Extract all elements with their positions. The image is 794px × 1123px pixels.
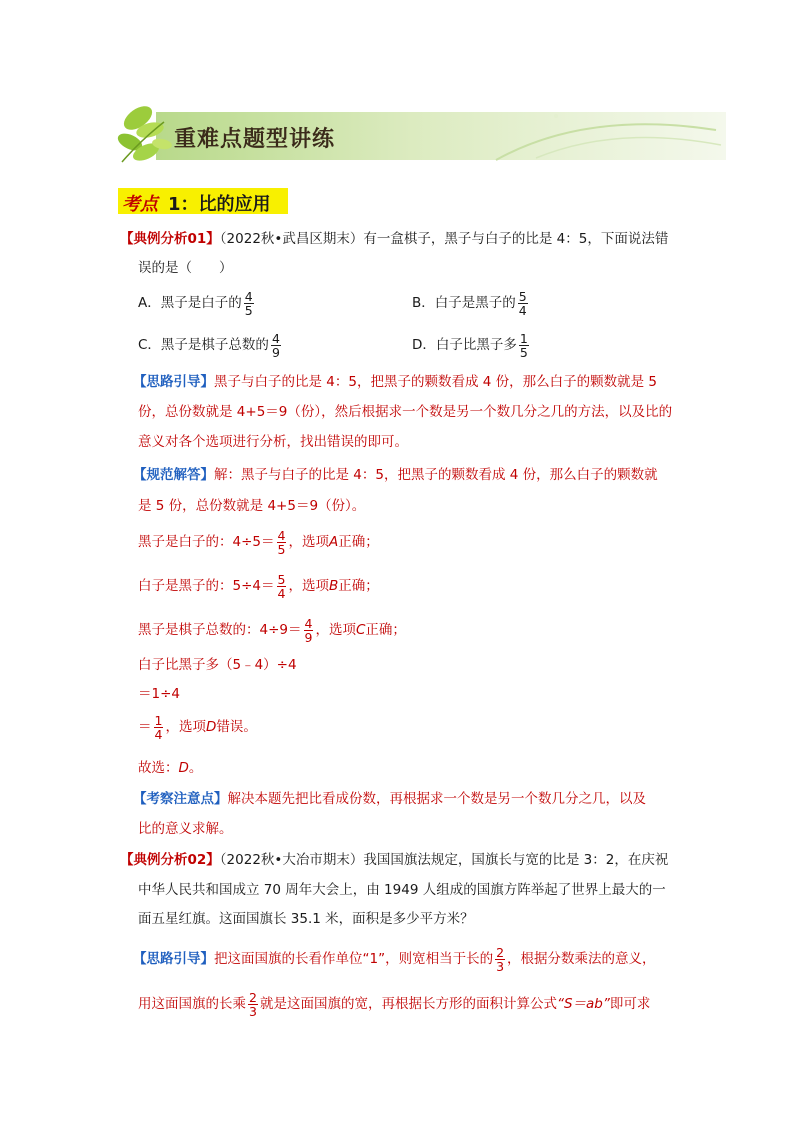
ex1-answer-line-2: 是 5 份，总份数就是 4+5＝9（份）。 <box>138 498 366 514</box>
ex2-tag: 【典例分析02】 <box>120 852 220 868</box>
ex1-note-line-2: 比的意义求解。 <box>138 821 233 837</box>
fraction-denominator: 9 <box>304 629 313 645</box>
fraction-numerator: 2 <box>249 989 257 1005</box>
topic-label <box>118 188 288 214</box>
topic-label-title: 1：比的应用 <box>168 194 271 215</box>
ex1-hint-line-3: 意义对各个选项进行分析，找出错误的即可。 <box>138 434 408 450</box>
ex1-hint-1: 黑子与白子的比是 4：5，把黑子的颗数看成 4 份，那么白子的颗数就是 5 <box>214 374 658 390</box>
ex1-note-tag: 【考察注意点】 <box>133 791 228 807</box>
fraction-denominator: 5 <box>519 344 528 360</box>
step-option: ，选项 <box>315 622 356 638</box>
option-a-text: A．黑子是白子的 <box>138 295 242 311</box>
option-c-fraction <box>271 332 281 359</box>
fraction-numerator: 4 <box>277 527 286 543</box>
ex1-note-line-1 <box>133 789 646 809</box>
option-b-text: B．白子是黑子的 <box>412 295 516 311</box>
ex1-source: （2022秋•武昌区期末） <box>219 231 364 247</box>
ex1-question-line-1 <box>120 229 668 249</box>
step-result: 正确； <box>338 578 379 594</box>
choose-label: 故选： <box>138 760 179 776</box>
step-equals: ＝ <box>138 719 152 735</box>
ex2-hint-line-2 <box>138 989 650 1019</box>
step-fraction <box>154 714 164 741</box>
option-d-fraction <box>519 332 529 359</box>
step-option: ，选项 <box>288 534 329 550</box>
ex1-step-6 <box>138 712 257 742</box>
fraction-denominator: 5 <box>244 302 253 318</box>
step-fraction <box>304 617 314 644</box>
ex1-tag: 【典例分析01】 <box>120 231 220 247</box>
option-d-text: D．白子比黑子多 <box>412 337 517 353</box>
step-option: ，选项 <box>165 719 206 735</box>
step-label: 黑子是棋子总数的： <box>138 622 260 638</box>
fraction-denominator: 5 <box>277 541 286 557</box>
ex1-question-line-2: 误的是（ ） <box>138 260 233 276</box>
ex2-q1: 我国国旗法规定，国旗长与宽的比是 3：2，在庆祝 <box>363 852 669 868</box>
ex1-step-3 <box>138 615 406 645</box>
ex1-note-1: 解决本题先把比看成份数，再根据求一个数是另一个数几分之几，以及 <box>227 791 646 807</box>
step-result: 正确； <box>338 534 379 550</box>
ex1-option-b <box>412 288 530 318</box>
banner-title: 重难点题型讲练 <box>174 127 336 152</box>
ex1-option-c <box>138 330 283 360</box>
option-a-fraction <box>244 290 254 317</box>
step-letter: B <box>328 578 339 594</box>
fraction-numerator: 2 <box>496 944 505 960</box>
ex1-option-a <box>138 288 256 318</box>
step-result: 正确； <box>365 622 406 638</box>
ex1-step-2 <box>138 571 379 601</box>
ex1-choose <box>138 758 202 778</box>
fraction-denominator: 4 <box>277 585 286 601</box>
step-fraction <box>277 573 287 600</box>
topic-label-prefix: 考点 <box>122 194 158 215</box>
ex2-hint-formula: “S＝ab” <box>556 996 610 1012</box>
ex2-question-line-1 <box>120 850 668 870</box>
ex1-answer-line-1 <box>133 465 658 485</box>
fraction-numerator: 5 <box>277 571 286 587</box>
fraction-denominator: 4 <box>518 302 527 318</box>
fraction-denominator: 3 <box>249 1003 257 1019</box>
choose-answer: D <box>178 760 189 776</box>
ex2-hint-1b: ，根据分数乘法的意义， <box>507 951 656 967</box>
ex1-answer-tag: 【规范解答】 <box>133 467 214 483</box>
step-letter: A <box>328 534 339 550</box>
ex1-hint-line-1 <box>133 372 657 392</box>
ex1-option-d <box>412 330 531 360</box>
fraction-denominator: 9 <box>271 344 280 360</box>
step-result: 错误。 <box>216 719 257 735</box>
step-letter: D <box>205 719 217 735</box>
fraction-numerator: 1 <box>154 712 163 728</box>
ex1-answer-1: 解：黑子与白子的比是 4：5，把黑子的颗数看成 4 份，那么白子的颗数就 <box>214 467 658 483</box>
ex2-source: （2022秋•大冶市期末） <box>219 852 364 868</box>
step-expr: 5÷4＝ <box>232 578 275 594</box>
step-expr: 4÷9＝ <box>259 622 302 638</box>
option-c-text: C．黑子是棋子总数的 <box>138 337 269 353</box>
ex2-hint-tag: 【思路引导】 <box>133 951 214 967</box>
ex2-question-line-2: 中华人民共和国成立 70 周年大会上，由 1949 人组成的国旗方阵举起了世界上最大的一 <box>138 882 666 898</box>
fraction-numerator: 4 <box>304 615 313 631</box>
fraction-numerator: 1 <box>519 330 528 346</box>
ex2-hint-1a: 把这面国旗的长看作单位“1”，则宽相当于长的 <box>214 951 494 967</box>
ex2-hint-line-1 <box>133 944 656 974</box>
ex1-step-1 <box>138 527 379 557</box>
ex1-hint-line-2: 份，总份数就是 4+5＝9（份），然后根据求一个数是另一个数几分之几的方法，以及比的 <box>138 404 673 420</box>
ex2-hint-fraction-2 <box>248 991 258 1018</box>
choose-period: 。 <box>188 760 203 776</box>
ex1-step-4: 白子比黑子多（5﹣4）÷4 <box>138 657 297 673</box>
ex1-q1: 有一盒棋子，黑子与白子的比是 4：5，下面说法错 <box>363 231 669 247</box>
fraction-denominator: 4 <box>154 726 163 742</box>
ex2-hint-2c: 即可求 <box>609 996 651 1012</box>
option-b-fraction <box>518 290 528 317</box>
ex1-hint-tag: 【思路引导】 <box>133 374 214 390</box>
fraction-numerator: 4 <box>244 288 253 304</box>
step-letter: C <box>355 622 366 638</box>
section-banner <box>116 100 726 170</box>
step-option: ，选项 <box>288 578 329 594</box>
ex2-hint-2b: 就是这面国旗的宽，再根据长方形的面积计算公式 <box>259 996 557 1012</box>
fraction-denominator: 3 <box>496 958 505 974</box>
ex2-hint-fraction-1 <box>495 946 505 973</box>
step-fraction <box>277 529 287 556</box>
step-label: 白子是黑子的： <box>138 578 233 594</box>
fraction-numerator: 4 <box>271 330 280 346</box>
step-label: 黑子是白子的： <box>138 534 233 550</box>
ex2-question-line-3: 面五星红旗。这面国旗长 35.1 米，面积是多少平方米？ <box>138 911 474 927</box>
step-expr: 4÷5＝ <box>232 534 275 550</box>
ex2-hint-2a: 用这面国旗的长乘 <box>138 996 246 1012</box>
fraction-numerator: 5 <box>518 288 527 304</box>
ex1-step-5: ＝1÷4 <box>138 686 180 702</box>
